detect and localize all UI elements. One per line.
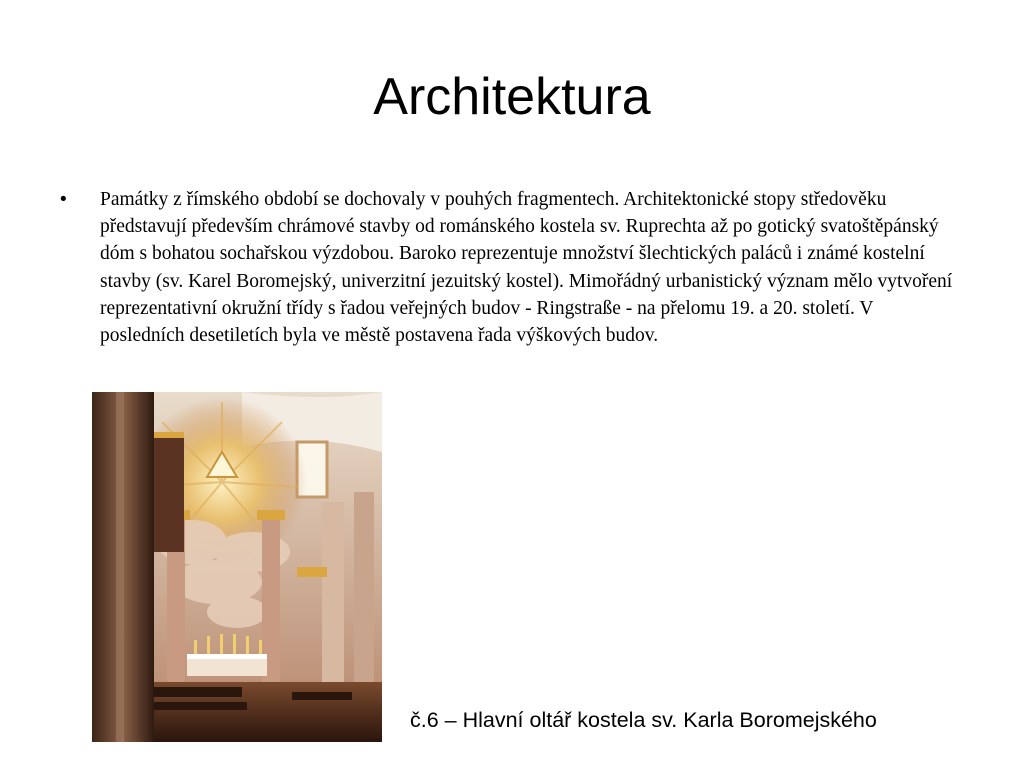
bullet-text: Památky z římského období se dochovaly v pouhých fragmentech. Architektonické stopy středověku představují především chrámové stavby od románského kostela sv. Ruprechta až po gotický svatoštěpánský dóm s bohatou sochařskou výzdobou. Baroko reprezentuje množství šlechtických paláců i známé kostelní stavby (sv. Karel Boromejský, univerzitní jezuitský kostel). Mimořádný urbanistický význam mělo vytvoření reprezentativní okružní třídy s řadou veřejných budov - Ringstraße - na přelomu 19. a 20. století. V posledních desetiletích byla ve městě postavena řada výškových budov. [100, 189, 953, 347]
left-gallery-trim [154, 432, 184, 438]
left-gallery [154, 432, 184, 552]
slide-title: Architektura [373, 68, 651, 126]
image-caption: č.6 – Hlavní oltář kostela sv. Karla Boromejského [410, 708, 877, 732]
pillar-highlight [116, 392, 124, 742]
right-gallery [297, 567, 327, 577]
altar-cloth [187, 654, 267, 659]
bullet-item [54, 186, 954, 349]
right-pilaster [322, 502, 344, 712]
altar-photo [92, 392, 382, 742]
bullet-list [54, 186, 954, 349]
bullet-dot: • [60, 189, 67, 210]
altar-capital-right [257, 510, 285, 520]
